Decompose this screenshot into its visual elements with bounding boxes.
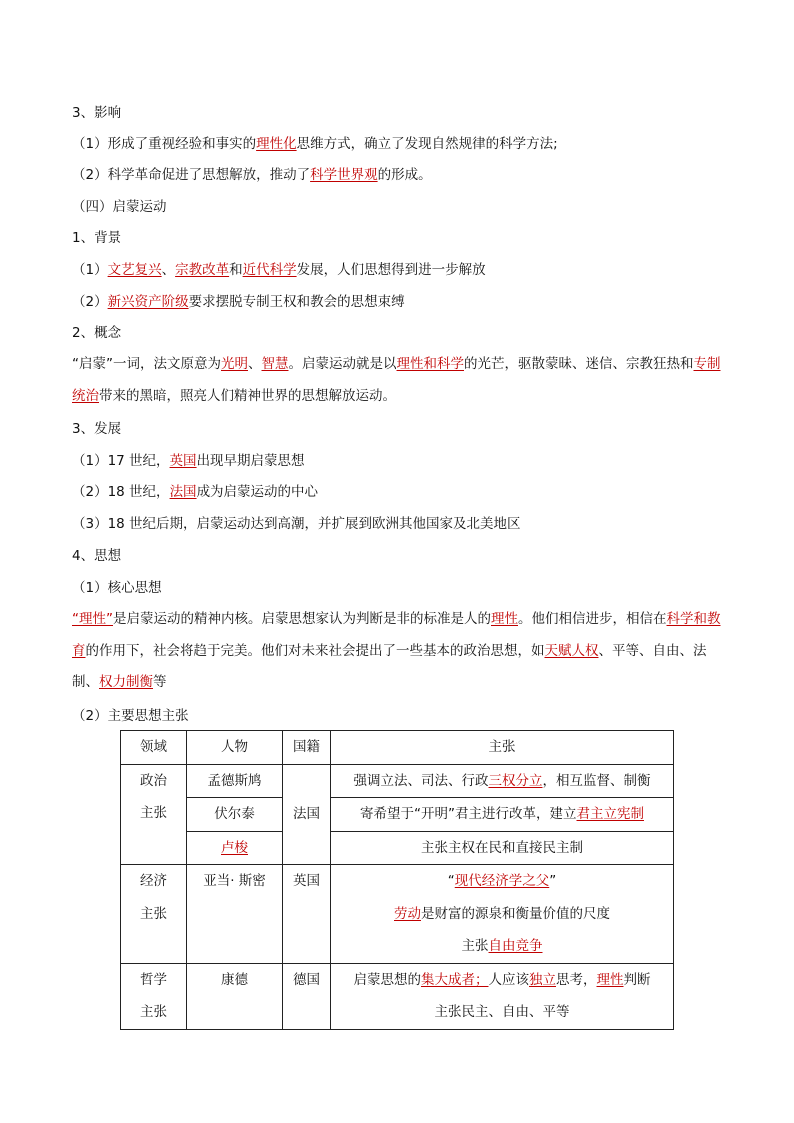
text-run: 是启蒙运动的精神内核。启蒙思想家认为判断是非的标准是人的	[113, 611, 491, 627]
text-run: （2）18 世纪，	[72, 484, 170, 500]
section-heading-thought: 4、思想	[72, 548, 122, 564]
text-run: 的光芒，驱散蒙昧、迷信、宗教狂热和	[464, 356, 694, 372]
person-cell: 康德	[187, 963, 283, 1029]
cell-text: 经济	[140, 873, 167, 889]
keyword: 科学世界观	[310, 167, 378, 183]
text-run: 发展，人们思想得到进一步解放	[296, 262, 486, 278]
keyword: 文艺复兴	[107, 262, 162, 278]
cell-text: 政治	[140, 772, 167, 789]
text-run: 的作用下，社会将趋于完美。他们对未来社会提出了一些基本的政治思想，如	[85, 642, 545, 659]
keyword: 理性	[596, 971, 624, 988]
concept-paragraph	[72, 349, 724, 412]
table-row	[121, 865, 674, 964]
text-run: 主张	[461, 938, 489, 954]
claim-line: 主张民主、自由、平等	[434, 1004, 570, 1020]
text-run: （2）	[72, 294, 108, 310]
keyword: 权力制衡	[99, 674, 153, 691]
keyword: 天赋人权	[544, 642, 599, 659]
keyword: 近代科学	[242, 262, 297, 278]
keyword: 独立	[529, 971, 556, 988]
text-run: “启蒙”一词，法文原意为	[72, 356, 221, 372]
text-run: 思维方式，确立了发现自然规律的科学方法;	[296, 136, 558, 152]
text-run: 。启蒙运动就是以	[288, 356, 397, 372]
field-economy	[121, 865, 187, 964]
field-politics	[121, 764, 187, 865]
development-item-3: （3）18 世纪后期，启蒙运动达到高潮，并扩展到欧洲其他国家及北美地区	[72, 516, 521, 532]
claim-cell	[331, 764, 674, 798]
claim-line	[331, 964, 673, 997]
section-heading-influence: 3、影响	[72, 105, 122, 121]
section-title-enlightenment: （四）启蒙运动	[72, 199, 167, 215]
keyword: 现代经济学之父	[454, 873, 550, 889]
field-philosophy	[121, 963, 187, 1029]
keyword: 君主立宪制	[576, 806, 644, 822]
development-item-2	[72, 482, 732, 502]
keyword: 科学和教育	[72, 611, 721, 659]
keyword: 宗教改革	[175, 262, 230, 278]
keyword: 三权分立	[488, 772, 543, 789]
header-person: 人物	[187, 731, 283, 765]
person-cell	[187, 831, 283, 865]
text-run: “	[447, 873, 455, 889]
person-cell: 亚当· 斯密	[187, 865, 283, 964]
text-run: 等	[153, 674, 167, 691]
table-row	[121, 764, 674, 798]
keyword: 智慧	[261, 356, 289, 372]
text-run: ，相互监督、制衡	[542, 772, 651, 789]
text-run: （1）17 世纪，	[72, 453, 170, 469]
background-item-2	[72, 292, 732, 312]
text-run: 、	[248, 356, 262, 372]
claim-cell	[331, 798, 674, 832]
table-row	[121, 963, 674, 1029]
keyword: 新兴资产阶级	[107, 294, 189, 310]
text-run: （2）科学革命促进了思想解放，推动了	[72, 167, 311, 183]
claim-cell	[331, 963, 674, 1029]
country-france: 法国	[283, 764, 331, 865]
text-run: （1）形成了重视经验和事实的	[72, 136, 257, 152]
core-thought-paragraph	[72, 604, 724, 699]
keyword: 卢梭	[221, 839, 248, 856]
keyword: 理性化	[256, 136, 297, 152]
keyword: 劳动	[394, 905, 421, 922]
country-cell: 英国	[283, 865, 331, 964]
keyword: 英国	[169, 453, 197, 469]
cell-text: 哲学	[140, 971, 167, 988]
header-field: 领域	[121, 731, 187, 765]
keyword: 专制统治	[72, 356, 721, 404]
table-row	[121, 798, 674, 832]
text-run: 的形成。	[377, 167, 432, 183]
table-header-row	[121, 731, 674, 765]
cell-text: 主张	[140, 1004, 167, 1020]
section-heading-background: 1、背景	[72, 230, 122, 246]
section-heading-concept: 2、概念	[72, 325, 122, 341]
text-run: 启蒙思想的	[353, 971, 421, 988]
header-country: 国籍	[283, 731, 331, 765]
text-run: 强调立法、司法、行政	[353, 772, 489, 789]
text-run: 是财富的源泉和衡量价值的尺度	[421, 905, 610, 922]
claim-line	[331, 930, 673, 963]
influence-item-2	[72, 165, 732, 185]
text-run: 人应该	[488, 971, 529, 988]
section-heading-development: 3、发展	[72, 421, 122, 437]
table-row	[121, 831, 674, 865]
text-run: ”	[549, 873, 557, 889]
text-run: 判断	[623, 971, 651, 988]
text-run: 寄希望于“开明”君主进行改革，建立	[360, 806, 577, 822]
person-cell: 伏尔泰	[187, 798, 283, 832]
claim-line	[331, 865, 673, 898]
keyword: 法国	[169, 484, 197, 500]
claim-cell: 主张主权在民和直接民主制	[331, 831, 674, 865]
keyword: 自由竞争	[488, 938, 543, 954]
keyword: 理性	[491, 611, 518, 627]
text-run: 成为启蒙运动的中心	[196, 484, 319, 500]
text-run: 和	[229, 262, 243, 278]
text-run: 。他们相信进步，相信在	[518, 611, 667, 627]
influence-item-1	[72, 134, 732, 154]
claim-cell	[331, 865, 674, 964]
cell-text: 主张	[140, 805, 167, 821]
text-run: 出现早期启蒙思想	[196, 453, 305, 469]
text-run: 、	[161, 262, 176, 278]
keyword: “理性”	[72, 611, 113, 627]
keyword: 理性和科学	[396, 356, 464, 372]
claim-line	[331, 898, 673, 931]
text-run: 、平等、自由、法制、	[72, 642, 707, 691]
text-run: 思考，	[556, 971, 597, 988]
cell-text: 主张	[140, 905, 167, 922]
keyword: 光明	[221, 356, 248, 372]
ideas-table	[120, 730, 674, 1030]
background-item-1	[72, 260, 732, 280]
subheading-main-ideas: （2）主要思想主张	[72, 708, 189, 724]
subheading-core-thought: （1）核心思想	[72, 580, 162, 596]
text-run: （1）	[72, 262, 108, 278]
text-run: 要求摆脱专制王权和教会的思想束缚	[188, 294, 405, 310]
text-run: 带来的黑暗，照亮人们精神世界的思想解放运动。	[99, 387, 396, 404]
country-cell: 德国	[283, 963, 331, 1029]
header-claim: 主张	[331, 731, 674, 765]
development-item-1	[72, 451, 732, 471]
person-cell: 孟德斯鸠	[187, 764, 283, 798]
keyword: 集大成者；	[421, 971, 489, 988]
